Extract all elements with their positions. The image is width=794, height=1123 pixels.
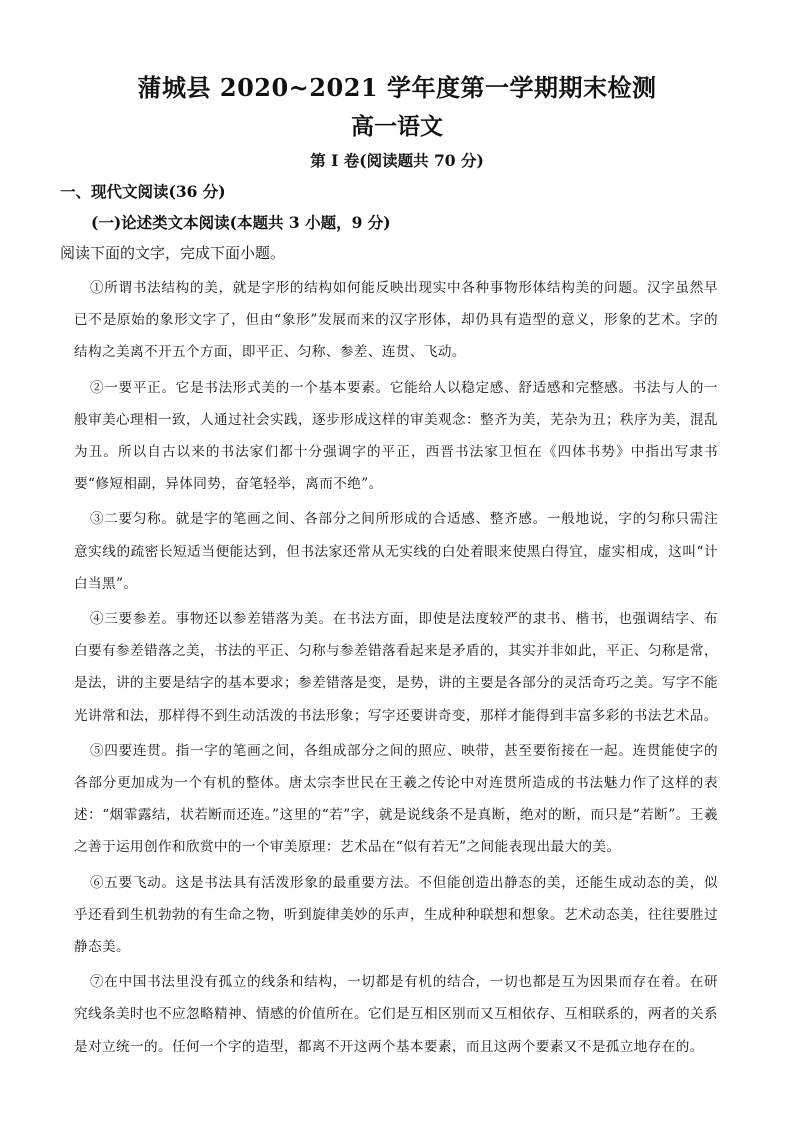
passage-paragraph-2: ②一要平正。它是书法形式美的一个基本要素。它能给人以稳定感、舒适感和完整感。书法与人的一般审美心理相一致，人通过社会实践，逐步形成这样的审美观念：整齐为美，芜杂为丑；秩序为美，混乱为丑。所以自古以来的书法家们都十分强调字的平正，西晋书法家卫恒在《四体书势》中指出写隶书要“修短相副，异体同势，奋笔轻举，离而不绝”。 bbox=[74, 379, 718, 493]
subsection-heading: (一)论述类文本阅读(本题共 3 小题，9 分) bbox=[91, 213, 391, 232]
exam-title: 蒲城县 2020~2021 学年度第一学期期末检测 bbox=[137, 73, 657, 102]
passage-paragraph-3: ③二要匀称。就是字的笔画之间、各部分之间所形成的合适感、整齐感。一般地说，字的匀称只需注意实线的疏密长短适当便能达到，但书法家还常从无实线的白处着眼来使黑白得宜，虚实相成，这叫“计白当黑”。 bbox=[74, 511, 718, 592]
volume-heading: 第 I 卷(阅读题共 70 分) bbox=[310, 151, 484, 170]
reading-passage bbox=[74, 272, 718, 1066]
subject-title: 高一语文 bbox=[351, 113, 443, 140]
passage-paragraph-4: ④三要参差。事物还以参差错落为美。在书法方面，即使是法度较严的隶书、楷书，也强调结字、布白要有参差错落之美，书法的平正、匀称与参差错落看起来是矛盾的，其实并非如此，平正、匀称是常，是法，讲的主要是结字的基本要求；参差错落是变，是势，讲的主要是各部分的灵活奇巧之美。写字不能光讲常和法，那样得不到生动活泼的书法形象；写字还要讲奇变，那样才能得到丰富多彩的书法艺术品。 bbox=[74, 611, 718, 724]
section-heading: 一、现代文阅读(36 分) bbox=[60, 182, 226, 201]
passage-paragraph-1: ①所谓书法结构的美，就是字形的结构如何能反映出现实中各种事物形体结构美的问题。汉字虽然早已不是原始的象形文字了，但由“象形”发展而来的汉字形体，却仍具有造型的意义，形象的艺术。字的结构之美离不开五个方面，即平正、匀称、参差、连贯、飞动。 bbox=[74, 280, 718, 361]
passage-paragraph-6: ⑥五要飞动。这是书法具有活泼形象的最重要方法。不但能创造出静态的美，还能生成动态的美，似乎还看到生机勃勃的有生命之物，听到旋律美妙的乐声，生成种种联想和想象。艺术动态美，往往要胜过静态美。 bbox=[74, 874, 718, 956]
passage-paragraph-7: ⑦在中国书法里没有孤立的线条和结构，一切都是有机的结合，一切也都是互为因果而存在着。在研究线条美时也不应忽略精神、情感的价值所在。它们是互相区别而又互相依存、互相联系的，两者的关系是对立统一的。任何一个字的造型，都离不开这两个基本要素，而且这两个要素又不是孤立地存在的。 bbox=[74, 974, 718, 1055]
reading-instruction: 阅读下面的文字，完成下面小题。 bbox=[60, 244, 286, 262]
passage-paragraph-5: ⑤四要连贯。指一字的笔画之间，各组成部分之间的照应、映带，甚至要衔接在一起。连贯能使字的各部分更加成为一个有机的整体。唐太宗李世民在王羲之传论中对连贯所造成的书法魅力作了这样的表述：“烟霏露结，状若断而还连。”这里的“若”字，就是说线条不是真断，绝对的断，而只是“若断”。王羲之善于运用创作和欣赏中的一个审美原理：艺术品在“似有若无”之间能表现出最大的美。 bbox=[74, 742, 718, 856]
